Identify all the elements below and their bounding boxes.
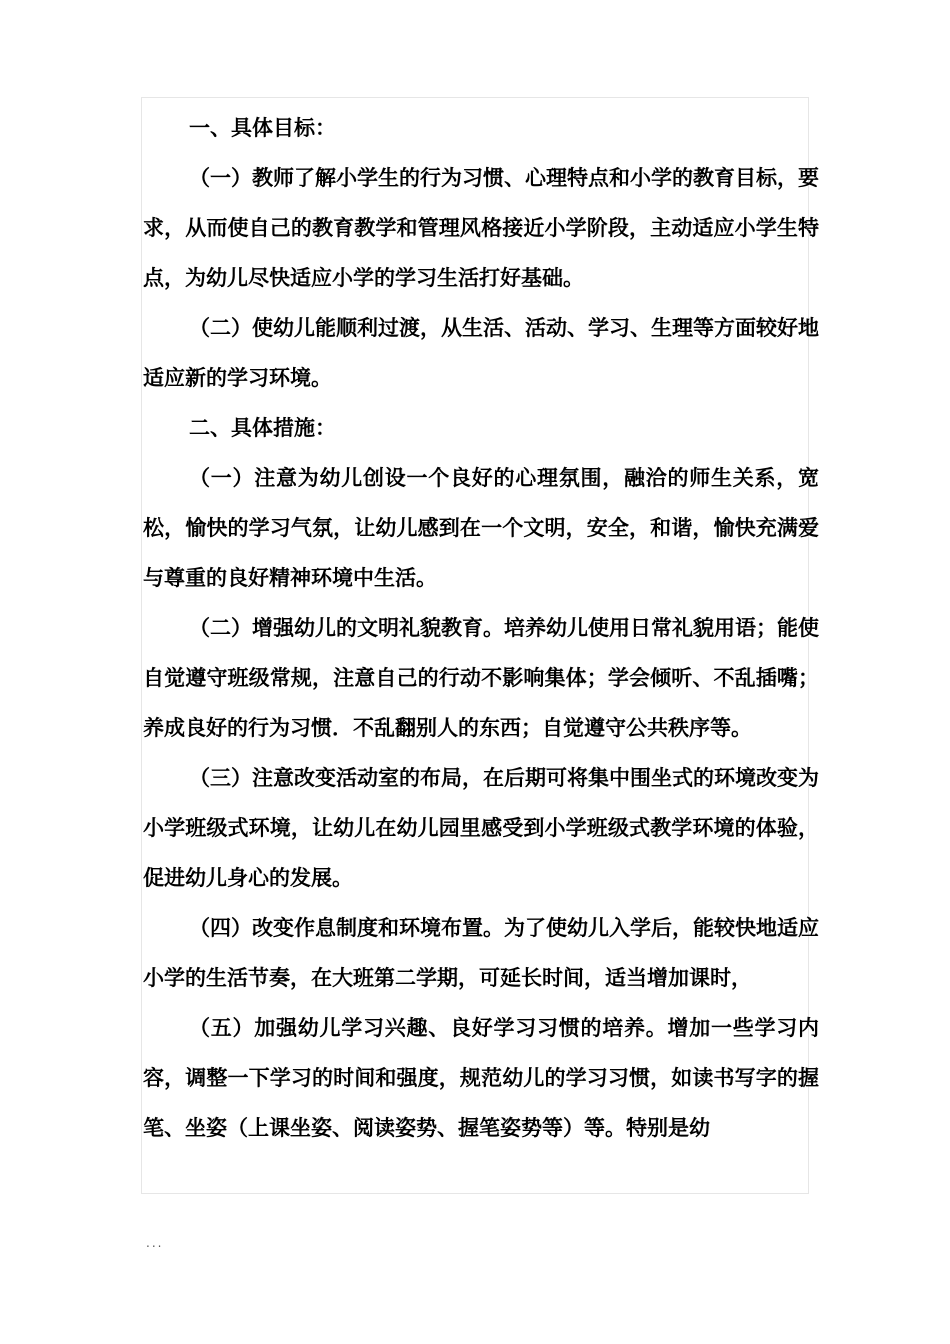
heading-specific-goals: 一、具体目标： [189,116,336,140]
document-body [143,103,819,1153]
paragraph-measure-4: （四）改变作息制度和环境布置。为了使幼儿入学后，能较快地适应小学的生活节奏，在大班第二学期，可延长时间，适当增加课时， [143,916,819,990]
paragraph-measure-1: （一）注意为幼儿创设一个良好的心理氛围，融洽的师生关系，宽松，愉快的学习气氛，让幼儿感到在一个文明，安全，和谐，愉快充满爱与尊重的良好精神环境中生活。 [143,466,819,590]
paragraph-measure-2: （二）增强幼儿的文明礼貌教育。培养幼儿使用日常礼貌用语；能使自觉遵守班级常规，注意自己的行动不影响集体；学会倾听、不乱插嘴；养成良好的行为习惯．不乱翻别人的东西；自觉遵守公共秩序等。 [143,616,819,740]
page-footer-mark: ... [146,1236,164,1250]
paragraph-measure-3: （三）注意改变活动室的布局，在后期可将集中围坐式的环境改变为小学班级式环境，让幼儿在幼儿园里感受到小学班级式教学环境的体验，促进幼儿身心的发展。 [143,766,819,890]
paragraph-goal-1: （一）教师了解小学生的行为习惯、心理特点和小学的教育目标，要求，从而使自己的教育教学和管理风格接近小学阶段，主动适应小学生特点，为幼儿尽快适应小学的学习生活打好基础。 [143,166,819,290]
paragraph-measure-5: （五）加强幼儿学习兴趣、良好学习习惯的培养。增加一些学习内容，调整一下学习的时间和强度，规范幼儿的学习习惯，如读书写字的握笔、坐姿（上课坐姿、阅读姿势、握笔姿势等）等。特别是幼 [143,1016,819,1140]
heading-specific-measures: 二、具体措施： [189,416,336,440]
paragraph-goal-2: （二）使幼儿能顺利过渡，从生活、活动、学习、生理等方面较好地适应新的学习环境。 [143,316,819,390]
